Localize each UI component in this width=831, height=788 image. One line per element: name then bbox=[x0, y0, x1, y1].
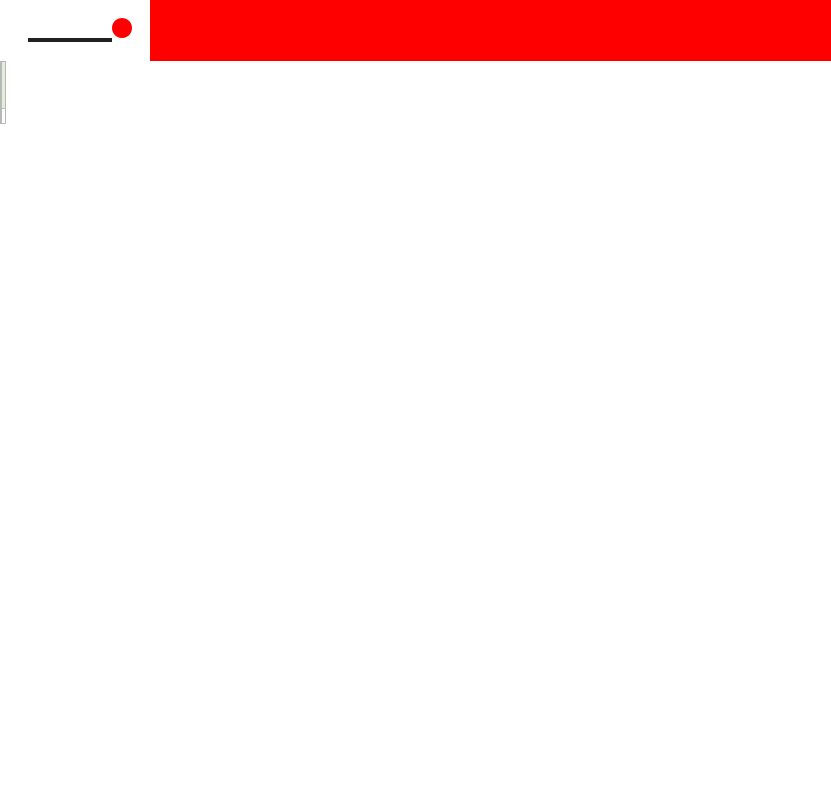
header-date-member bbox=[2, 62, 6, 109]
page-title bbox=[150, 0, 831, 61]
score-table bbox=[0, 61, 6, 124]
peta-logo bbox=[0, 0, 150, 61]
top-row-label bbox=[2, 109, 6, 124]
header-row bbox=[1, 62, 6, 109]
top-numbers-row bbox=[1, 109, 6, 124]
